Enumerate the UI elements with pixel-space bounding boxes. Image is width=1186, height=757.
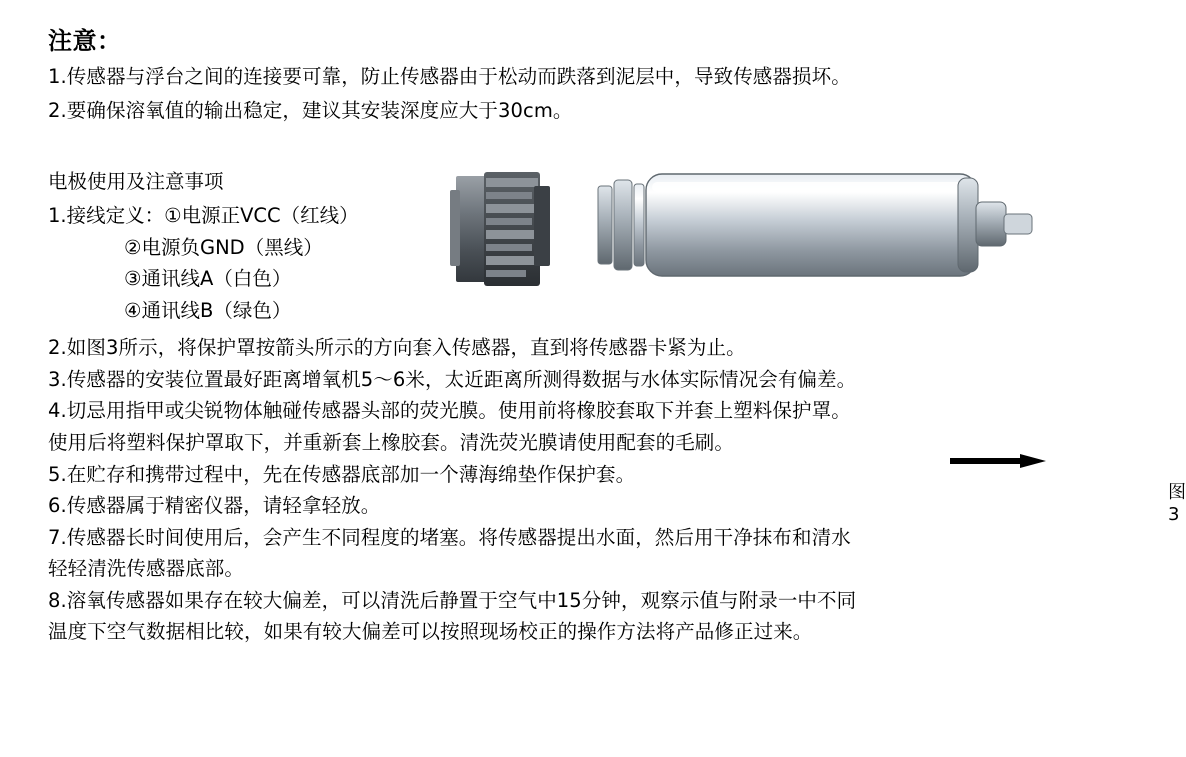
wiring-item-1: 1.接线定义：①电源正VCC（红线） bbox=[48, 203, 359, 227]
instruction-block bbox=[48, 332, 1040, 648]
wiring-item-3: ③通讯线A（白色） bbox=[124, 267, 292, 291]
instruction-line-4: 使用后将塑料保护罩取下，并重新套上橡胶套。清洗荧光膜请使用配套的毛刷。 bbox=[48, 430, 735, 454]
instruction-line-3: 4.切忌用指甲或尖锐物体触碰传感器头部的荧光膜。使用前将橡胶套取下并套上塑料保护罩。 bbox=[48, 399, 851, 423]
page-title: 注意： bbox=[48, 27, 122, 55]
section-heading: 电极使用及注意事项 bbox=[48, 170, 224, 194]
direction-arrow-icon bbox=[950, 454, 1046, 468]
spacer bbox=[48, 128, 1040, 166]
dissolved-oxygen-sensor-probe-icon bbox=[590, 168, 1040, 298]
instruction-line-10: 温度下空气数据相比较，如果有较大偏差可以按照现场校正的操作方法将产品修正过来。 bbox=[48, 620, 813, 644]
notice-item-1: 1.传感器与浮台之间的连接要可靠，防止传感器由于松动而跌落到泥层中，导致传感器损坏。 bbox=[48, 65, 851, 89]
instruction-line-8: 轻轻清洗传感器底部。 bbox=[48, 557, 245, 581]
instruction-line-2: 3.传感器的安装位置最好距离增氧机5～6米，太近距离所测得数据与水体实际情况会有偏差。 bbox=[48, 367, 857, 391]
wiring-item-2: ②电源负GND（黑线） bbox=[124, 235, 323, 259]
notice-item-2: 2.要确保溶氧值的输出稳定，建议其安装深度应大于30cm。 bbox=[48, 98, 573, 122]
instruction-line-5: 5.在贮存和携带过程中，先在传感器底部加一个薄海绵垫作保护套。 bbox=[48, 462, 636, 486]
figure-caption: 图3 bbox=[1168, 482, 1186, 525]
protective-cover-connector-icon bbox=[450, 170, 560, 290]
wiring-item-4: ④通讯线B（绿色） bbox=[124, 298, 292, 322]
instruction-line-7: 7.传感器长时间使用后，会产生不同程度的堵塞。将传感器提出水面，然后用干净抹布和清水 bbox=[48, 525, 851, 549]
instruction-line-9: 8.溶氧传感器如果存在较大偏差，可以清洗后静置于空气中15分钟，观察示值与附录一中不同 bbox=[48, 588, 857, 612]
instruction-line-6: 6.传感器属于精密仪器，请轻拿轻放。 bbox=[48, 494, 381, 518]
instruction-line-1: 2.如图3所示，将保护罩按箭头所示的方向套入传感器，直到将传感器卡紧为止。 bbox=[48, 336, 746, 360]
